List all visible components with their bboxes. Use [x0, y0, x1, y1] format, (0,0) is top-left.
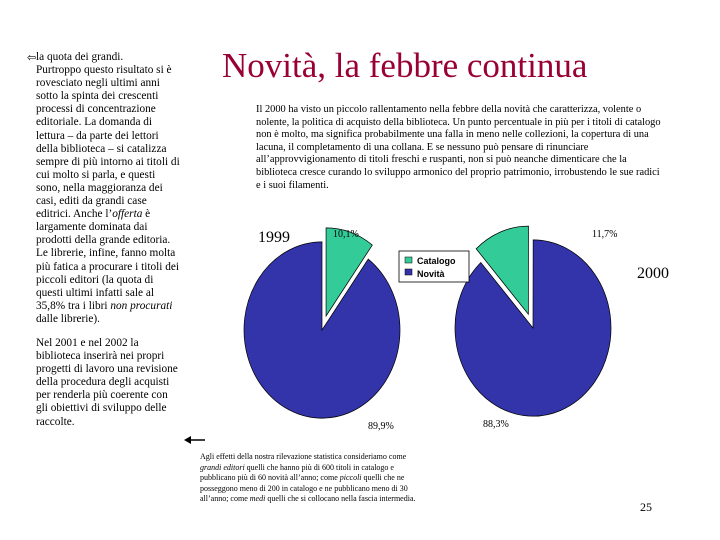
footnote-medi: medi: [249, 494, 266, 503]
footnote-part-2: quelli che hanno più di 600 titoli in catalogo e pubblicano più di 60 novità all’anno; come: [200, 462, 394, 482]
pie-charts: [240, 218, 680, 432]
data-label-1999-novita: 89,9%: [368, 421, 394, 432]
pie-chart-1999: [244, 228, 400, 432]
footnote-part-4: quelli che si collocano nella fascia intermedia.: [265, 494, 416, 503]
legend-swatch-catalogo: [405, 257, 412, 263]
chart-title-1999: 1999: [258, 229, 290, 246]
arrow-left-icon: [184, 434, 206, 446]
pie-1999-slices: [244, 228, 400, 418]
page-number: 25: [640, 500, 652, 514]
footnote-piccoli: piccoli: [339, 473, 362, 482]
para1-part-c: dalle librerie).: [36, 312, 100, 325]
para1-offerta: offerta: [112, 208, 143, 221]
left-paragraph-1: [27, 51, 180, 326]
data-label-2000-novita: 88,3%: [483, 419, 509, 430]
pie-2000-slices: [455, 226, 611, 416]
bullet-text: la quota dei grandi.: [36, 51, 124, 63]
para1-part-a: Purtroppo questo risultato si è rovesciato negli ultimi anni sotto la spinta dei crescenti processi di concentrazione editoriale. La domanda di lettura – da parte dei lettori della biblioteca – si catalizza sempre di più intorno ai titoli di cui molto si parla, e questi sono, nella maggioranza dei casi, editi da grandi case editrici. Anche l’: [36, 64, 180, 221]
footnote: [200, 452, 420, 505]
footnote-part-1: Agli effetti della nostra rilevazione statistica consideriamo come: [200, 452, 407, 461]
data-label-1999-catalogo: 10,1%: [333, 229, 359, 240]
pie-slice-2000-novita: [455, 240, 611, 416]
legend-swatch-novita: [405, 269, 412, 275]
left-paragraph-2: Nel 2001 e nel 2002 la biblioteca inserirà nei propri progetti di lavoro una revisione della procedura degli acquisti per renderla più coerente con gli obiettivi di sviluppo delle raccolte.: [36, 336, 178, 428]
para1-part-b: è largamente dominata dai prodotti della grande editoria. Le librerie, infine, fanno molta più fatica a procurare i titoli dei piccoli editori (la quota di questi ultimi infatti sale al 35,8% tra i libri: [36, 208, 180, 312]
pie-slice-1999-novita: [244, 242, 400, 418]
intro-paragraph: Il 2000 ha visto un piccolo rallentamento nella febbre della novità che caratterizza, volente o nolente, la politica di acquisto della biblioteca. Un punto percentuale in più per i titoli di catalogo non è molto, ma significa probabilmente una falla in meno nelle collezioni, la copertura di una lacuna, il completamento di una collana. E se nessuno può pensare di rinunciare all’approvvigionamento di titoli freschi e ruspanti, non si può neanche dimenticare che la biblioteca cresce curando lo sviluppo armonico del proprio patrimonio, irrobustendo le sue radici e i suoi filamenti.: [256, 104, 661, 191]
legend-label-novita: Novità: [417, 269, 445, 279]
para1-non-procurati: non procurati: [110, 299, 173, 312]
arrow-bullet-icon: ⇦: [27, 51, 37, 64]
data-label-2000-catalogo: 11,7%: [592, 229, 618, 240]
footnote-grandi-editori: grandi editori: [200, 462, 245, 472]
footnote-part-3: quelli che ne posseggono meno di 200 in catalogo e ne pubblicano meno di 30 all’anno; come: [200, 473, 408, 503]
left-column-text: [27, 51, 180, 429]
legend-label-catalogo: Catalogo: [417, 256, 456, 266]
slide-title: Novità, la febbre continua: [222, 46, 588, 85]
chart-legend: [399, 251, 469, 282]
chart-title-2000: 2000: [637, 265, 669, 282]
pie-chart-2000: [455, 226, 669, 430]
